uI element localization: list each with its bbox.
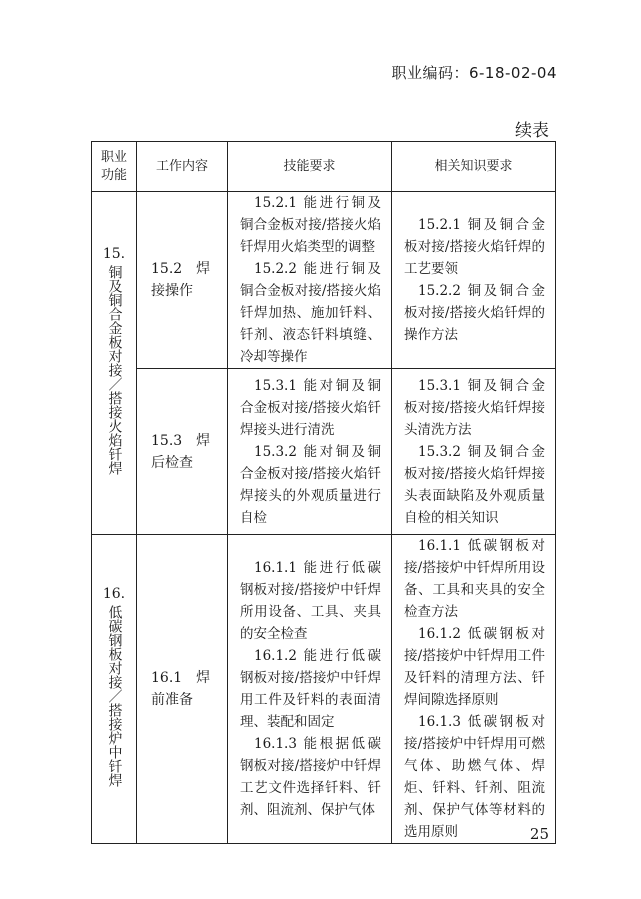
- function-number: 16.: [102, 586, 126, 602]
- function-number: 15.: [102, 246, 126, 262]
- page-number: 25: [529, 825, 549, 843]
- skill-item: 16.1.2 能进行低碳钢板对接/搭接炉中钎焊用工件及钎料的表面清理、装配和固定: [240, 648, 381, 730]
- skill-item: 15.3.2 能对铜及铜合金板对接/搭接火焰钎焊接头的外观质量进行自检: [240, 443, 381, 526]
- skill-item: 15.2.2 能进行铜及铜合金板对接/搭接火焰钎焊加热、施加钎料、钎剂、液态钎料填缝、冷却等操作: [240, 261, 381, 365]
- work-line: 16.1 焊: [151, 670, 211, 686]
- knowledge-item: 15.3.2 铜及铜合金板对接/搭接火焰钎焊接头表面缺陷及外观质量自检的相关知识: [404, 443, 545, 526]
- work-content-cell: [137, 535, 228, 844]
- skill-item: 15.2.1 能进行铜及铜合金板对接/搭接火焰钎焊用火焰类型的调整: [240, 195, 381, 255]
- function-cell-16: [92, 535, 137, 844]
- knowledge-item: 16.1.3 低碳钢板对接/搭接炉中钎焊用可燃气体、助燃气体、焊炬、钎料、钎剂、阻流剂、保护气体等材料的选用原则: [404, 714, 545, 840]
- work-line: 15.2 焊: [151, 261, 211, 277]
- function-cell-15: [92, 192, 137, 535]
- header-knowledge-requirements: 相关知识要求: [392, 142, 556, 192]
- knowledge-cell: [392, 535, 556, 844]
- header-work-content: 工作内容: [137, 142, 228, 192]
- continued-table-label: 续表: [515, 121, 549, 141]
- table-header-row: [92, 142, 556, 192]
- skill-item: 16.1.3 能根据低碳钢板对接/搭接炉中钎焊工艺文件选择钎料、钎剂、阻流剂、保护气体: [240, 736, 381, 818]
- work-content-cell: [137, 369, 228, 535]
- work-line: 前准备: [151, 692, 193, 708]
- skill-cell: [228, 369, 392, 535]
- function-title: 低碳钢板对接／搭接炉中钎焊: [106, 605, 123, 787]
- occupation-code: 职业编码：6-18-02-04: [391, 64, 557, 82]
- skill-standard-table: [91, 141, 556, 844]
- table-row: [92, 369, 556, 535]
- knowledge-item: 16.1.2 低碳钢板对接/搭接炉中钎焊用工件及钎料的清理方法、钎焊间隙选择原则: [404, 626, 545, 708]
- knowledge-cell: [392, 369, 556, 535]
- work-line: 后检查: [151, 454, 193, 471]
- function-title: 铜及铜合金板对接／搭接火焰钎焊: [106, 265, 123, 475]
- knowledge-cell: [392, 192, 556, 369]
- header-function-line2: 功能: [100, 167, 127, 183]
- table-row: [92, 535, 556, 844]
- header-skill-requirements: 技能要求: [228, 142, 392, 192]
- knowledge-item: 15.3.1 铜及铜合金板对接/搭接火焰钎焊接头清洗方法: [404, 377, 545, 438]
- skill-cell: [228, 535, 392, 844]
- work-line: 接操作: [151, 283, 193, 299]
- skill-item: 15.3.1 能对铜及铜合金板对接/搭接火焰钎焊接头进行清洗: [240, 377, 381, 438]
- header-function: [92, 142, 137, 192]
- table-row: [92, 192, 556, 369]
- skill-item: 16.1.1 能进行低碳钢板对接/搭接炉中钎焊所用设备、工具、夹具的安全检查: [240, 560, 381, 642]
- knowledge-item: 15.2.1 铜及铜合金板对接/搭接火焰钎焊的工艺要领: [404, 217, 545, 277]
- knowledge-item: 15.2.2 铜及铜合金板对接/搭接火焰钎焊的操作方法: [404, 283, 545, 343]
- skill-cell: [228, 192, 392, 369]
- work-line: 15.3 焊: [151, 432, 211, 449]
- work-content-cell: [137, 192, 228, 369]
- knowledge-item: 16.1.1 低碳钢板对接/搭接炉中钎焊所用设备、工具和夹具的安全检查方法: [404, 538, 545, 620]
- header-function-line1: 职业: [100, 149, 127, 165]
